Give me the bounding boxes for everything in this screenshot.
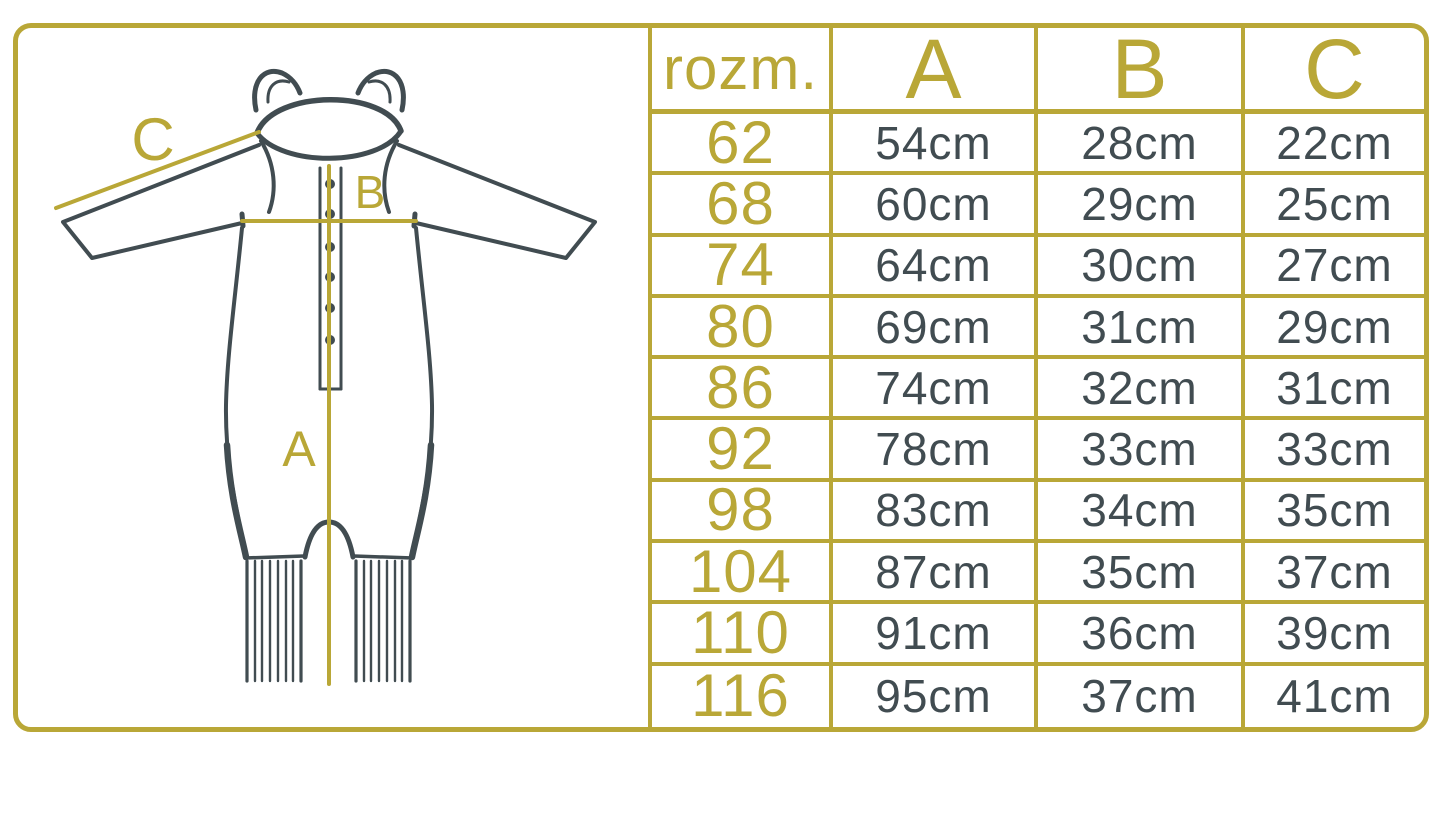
value-a-cell: 54cm bbox=[829, 114, 1034, 175]
size-cell: 80 bbox=[652, 298, 829, 359]
value-b-cell: 35cm bbox=[1034, 543, 1241, 604]
left-cuff-top bbox=[245, 556, 304, 558]
size-table bbox=[648, 28, 1424, 727]
value-b-cell: 28cm bbox=[1034, 114, 1241, 175]
value-a-cell: 60cm bbox=[829, 175, 1034, 236]
size-cell: 110 bbox=[652, 604, 829, 665]
header-b: B bbox=[1034, 28, 1241, 114]
size-cell: 92 bbox=[652, 420, 829, 481]
right-raglan-seam bbox=[384, 141, 397, 212]
value-b-cell: 33cm bbox=[1034, 420, 1241, 481]
size-cell: 68 bbox=[652, 175, 829, 236]
value-a-cell: 78cm bbox=[829, 420, 1034, 481]
value-b-cell: 36cm bbox=[1034, 604, 1241, 665]
header-a: A bbox=[829, 28, 1034, 114]
value-c-cell: 33cm bbox=[1241, 420, 1424, 481]
value-b-cell: 31cm bbox=[1034, 298, 1241, 359]
size-cell: 104 bbox=[652, 543, 829, 604]
value-c-cell: 35cm bbox=[1241, 482, 1424, 543]
value-b-cell: 32cm bbox=[1034, 359, 1241, 420]
measure-label-c: C bbox=[131, 106, 175, 173]
measure-label-a: A bbox=[282, 421, 316, 477]
hood-bottom bbox=[257, 131, 401, 158]
value-c-cell: 22cm bbox=[1241, 114, 1424, 175]
left-cuff-ribs bbox=[247, 561, 301, 681]
value-a-cell: 83cm bbox=[829, 482, 1034, 543]
value-c-cell: 41cm bbox=[1241, 666, 1424, 727]
value-a-cell: 74cm bbox=[829, 359, 1034, 420]
value-c-cell: 27cm bbox=[1241, 237, 1424, 298]
value-c-cell: 29cm bbox=[1241, 298, 1424, 359]
value-c-cell: 37cm bbox=[1241, 543, 1424, 604]
header-c: C bbox=[1241, 28, 1424, 114]
measure-label-b: B bbox=[354, 166, 386, 218]
value-a-cell: 87cm bbox=[829, 543, 1034, 604]
value-a-cell: 91cm bbox=[829, 604, 1034, 665]
size-cell: 74 bbox=[652, 237, 829, 298]
value-b-cell: 29cm bbox=[1034, 175, 1241, 236]
value-b-cell: 30cm bbox=[1034, 237, 1241, 298]
value-c-cell: 31cm bbox=[1241, 359, 1424, 420]
left-thigh-accent bbox=[227, 445, 246, 557]
value-b-cell: 34cm bbox=[1034, 482, 1241, 543]
value-a-cell: 64cm bbox=[829, 237, 1034, 298]
value-a-cell: 69cm bbox=[829, 298, 1034, 359]
left-raglan-seam bbox=[261, 141, 274, 212]
right-sleeve bbox=[399, 145, 595, 258]
hood-top bbox=[257, 100, 401, 133]
right-thigh-accent bbox=[412, 445, 431, 557]
size-cell: 86 bbox=[652, 359, 829, 420]
value-b-cell: 37cm bbox=[1034, 666, 1241, 727]
value-a-cell: 95cm bbox=[829, 666, 1034, 727]
right-cuff-ribs bbox=[356, 561, 410, 681]
size-cell: 98 bbox=[652, 482, 829, 543]
header-size: rozm. bbox=[652, 28, 829, 114]
left-ear-icon-inner bbox=[268, 81, 289, 102]
size-cell: 62 bbox=[652, 114, 829, 175]
romper-measurement-diagram bbox=[0, 0, 648, 733]
value-c-cell: 25cm bbox=[1241, 175, 1424, 236]
right-cuff-top bbox=[354, 556, 413, 558]
size-cell: 116 bbox=[691, 665, 790, 727]
value-c-cell: 39cm bbox=[1241, 604, 1424, 665]
right-ear-icon-inner bbox=[369, 81, 390, 102]
